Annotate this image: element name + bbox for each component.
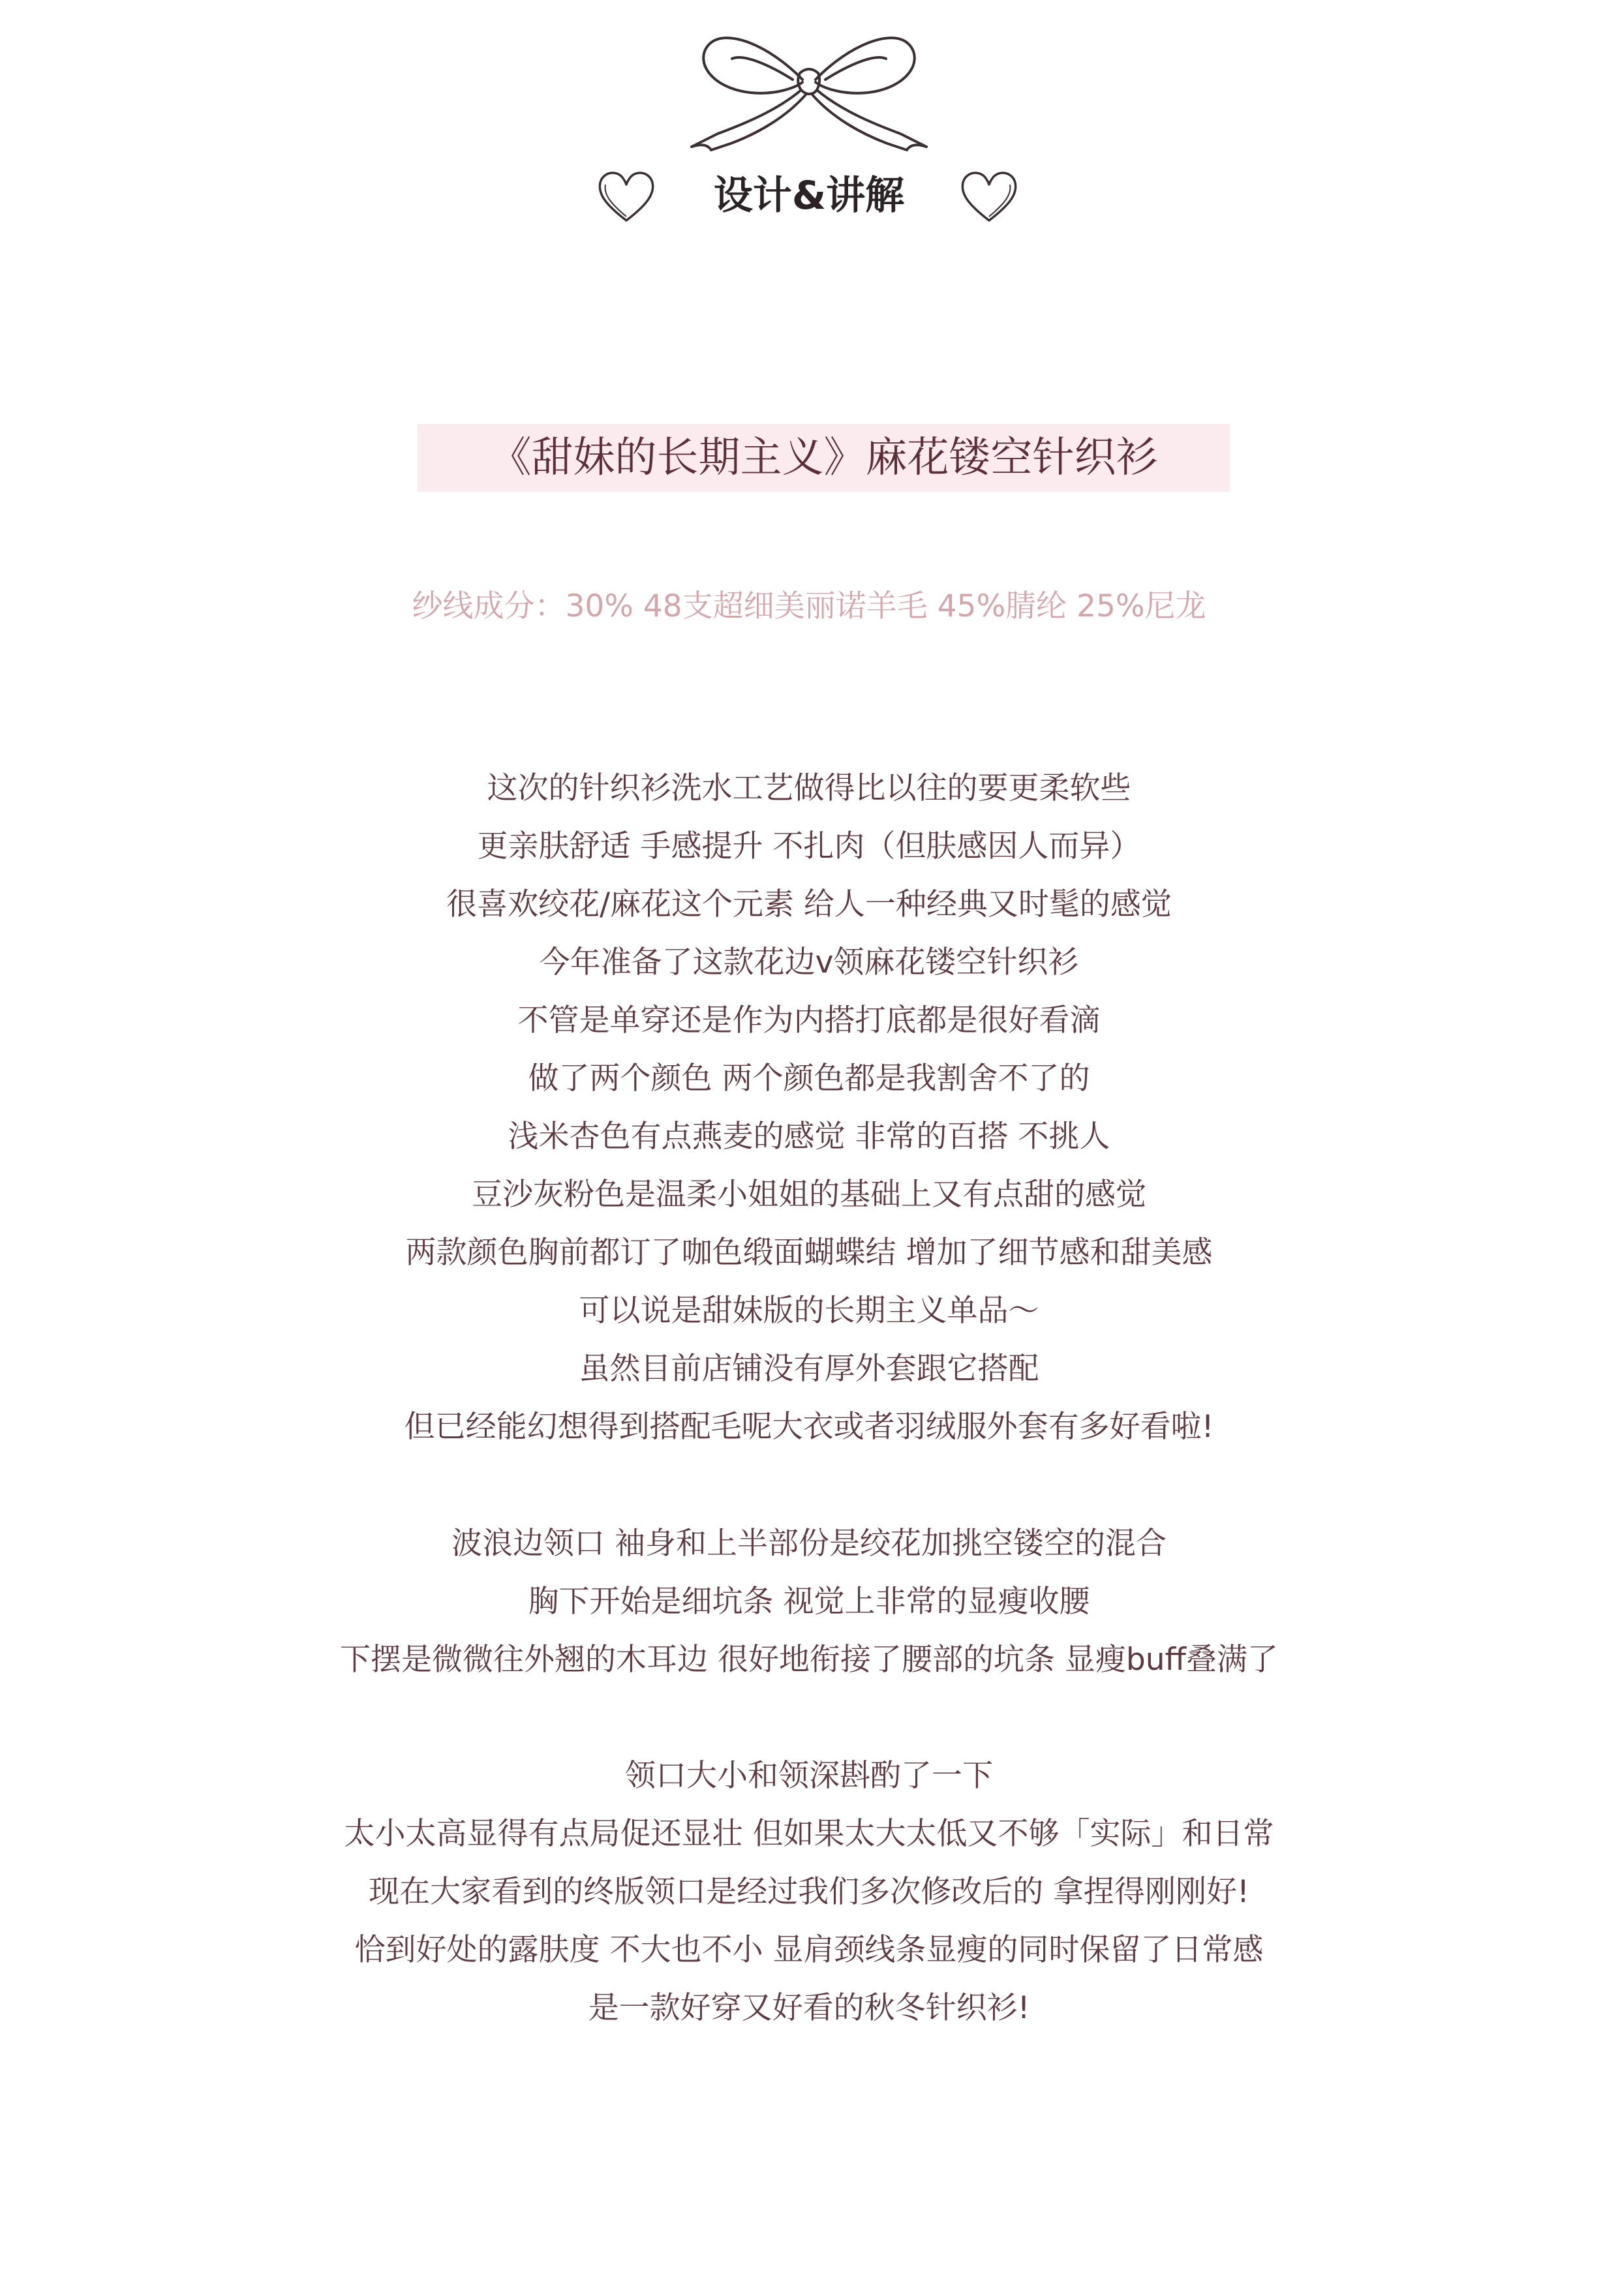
- description-line: 今年准备了这款花边v领麻花镂空针织衫: [539, 944, 1079, 980]
- heart-outline-icon: [594, 163, 659, 228]
- section-title: 设计&讲解: [713, 173, 905, 219]
- heart-outline-icon: [956, 163, 1022, 228]
- description-line: 领口大小和领深斟酌了一下: [625, 1758, 993, 1794]
- description-line: 不管是单穿还是作为内搭打底都是很好看滴: [517, 1003, 1101, 1038]
- description-line: 胸下开始是细坑条 视觉上非常的显瘦收腰: [528, 1584, 1090, 1620]
- description-line: 波浪边领口 袖身和上半部份是绞花加挑空镂空的混合: [451, 1526, 1167, 1562]
- description-line: 虽然目前店铺没有厚外套跟它搭配: [579, 1351, 1039, 1387]
- description-line: 可以说是甜妹版的长期主义单品～: [579, 1293, 1039, 1329]
- description-line: 两款颜色胸前都订了咖色缎面蝴蝶结 增加了细节感和甜美感: [405, 1235, 1213, 1271]
- bow-ribbon-icon: [672, 20, 946, 157]
- product-title: 《甜妹的长期主义》麻花镂空针织衫: [489, 434, 1158, 482]
- yarn-composition: 纱线成分：30% 48支超细美丽诺羊毛 45%腈纶 25%尼龙: [412, 588, 1206, 624]
- description-line: 豆沙灰粉色是温柔小姐姐的基础上又有点甜的感觉: [472, 1177, 1146, 1213]
- description-paragraph-3: [0, 1747, 1618, 2037]
- description-line: 浅米杏色有点燕麦的感觉 非常的百搭 不挑人: [508, 1119, 1110, 1155]
- description-paragraph-1: [0, 759, 1618, 1456]
- description-line: 太小太高显得有点局促还显壮 但如果太大太低又不够「实际」和日常: [344, 1816, 1274, 1852]
- description-line: 现在大家看到的终版领口是经过我们多次修改后的 拿捏得刚刚好!: [369, 1874, 1249, 1910]
- description-line: 是一款好穿又好看的秋冬针织衫!: [588, 1990, 1030, 2026]
- description-line: 但已经能幻想得到搭配毛呢大衣或者羽绒服外套有多好看啦!: [404, 1409, 1214, 1445]
- description-line: 这次的针织衫洗水工艺做得比以往的要更柔软些: [487, 770, 1131, 806]
- description-line: 做了两个颜色 两个颜色都是我割舍不了的: [528, 1061, 1090, 1096]
- section-header: [0, 163, 1618, 241]
- description-paragraph-2: [0, 1515, 1618, 1689]
- description-line: 更亲肤舒适 手感提升 不扎肉（但肤感因人而异）: [477, 828, 1141, 864]
- description-line: 恰到好处的露肤度 不大也不小 显肩颈线条显瘦的同时保留了日常感: [354, 1932, 1264, 1968]
- product-title-box: [418, 424, 1230, 492]
- description-line: 下摆是微微往外翘的木耳边 很好地衔接了腰部的坑条 显瘦buff叠满了: [340, 1642, 1278, 1678]
- description-line: 很喜欢绞花/麻花这个元素 给人一种经典又时髦的感觉: [446, 886, 1172, 922]
